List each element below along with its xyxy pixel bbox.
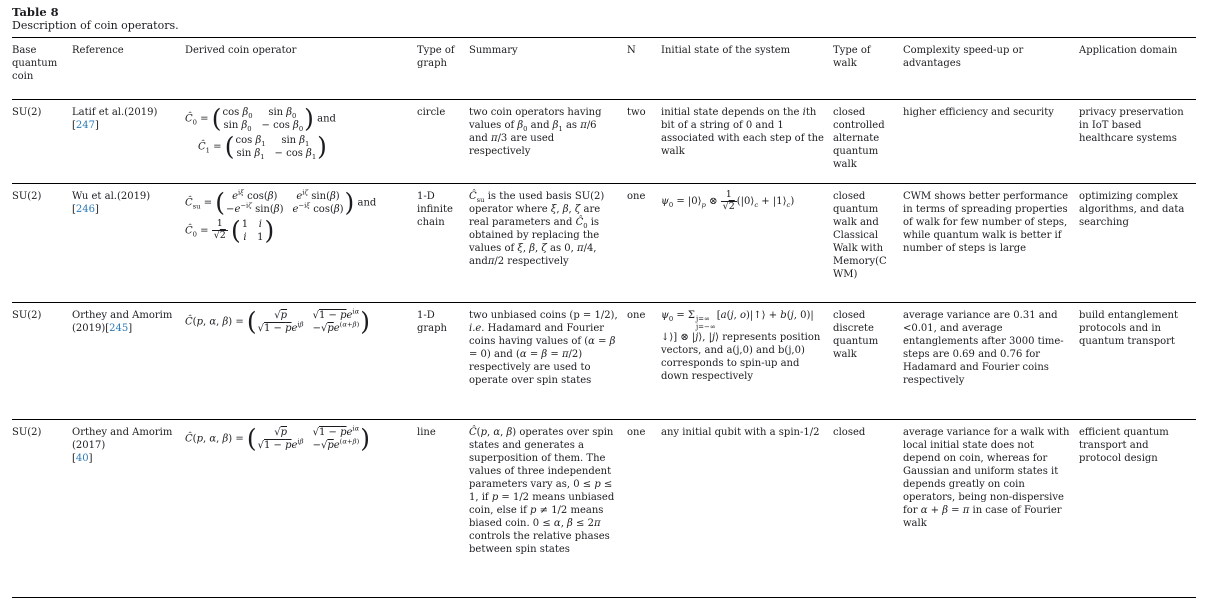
cell-base-coin: SU(2) <box>12 302 72 419</box>
cell-walk-type: closed quantum walk and Classical Walk with Memory(CWM) <box>833 183 903 302</box>
cell-n: one <box>627 183 661 302</box>
cell-graph-type: 1-D infinite chain <box>417 183 469 302</box>
table-row <box>12 183 1196 302</box>
citation-link[interactable]: 245 <box>109 322 129 334</box>
cell-initial-state: any initial qubit with a spin-1/2 <box>661 419 833 597</box>
cell-walk-type: closed controlled alternate quantum walk <box>833 99 903 183</box>
cell-walk-type: closed <box>833 419 903 597</box>
cell-operator-formula: Ĉ(p, α, β) = ( √p $√1 - pe^{i\alpha}$ $√1 - pe^{i\beta}$ $-√pe^{(\alpha+\beta)}$ ) <box>185 302 417 419</box>
citation-link[interactable]: 40 <box>75 452 89 464</box>
table-row <box>12 99 1196 183</box>
cell-n: one <box>627 419 661 597</box>
cell-graph-type: circle <box>417 99 469 183</box>
cell-summary: Ĉ(p, α, β) operates over spin states and generates a superposition of them. The values of three independent parameters vary as, 0 ≤ p ≤ 1, if p = 1/2 means unbiased coin, else if p ≠ 1/2 means biased coin. 0 ≤ α, β ≤ 2π controls the relative phases between spin states <box>469 419 627 597</box>
cell-graph-type: line <box>417 419 469 597</box>
cell-graph-type: 1-D graph <box>417 302 469 419</box>
cell-reference: Orthey and Amorim (2017) [40] <box>72 419 185 597</box>
col-application-domain: Application domain <box>1079 37 1196 99</box>
cell-summary: $Ĉ_{su}$ is the used basis SU(2) operator where ξ, β, ζ are real parameters and $Ĉ_0$ is obtained by replacing the values of ξ, β, ζ as 0, π/4, andπ/2 respectively <box>469 183 627 302</box>
citation-link[interactable]: 247 <box>75 119 95 131</box>
cell-base-coin: SU(2) <box>12 99 72 183</box>
cell-n: one <box>627 302 661 419</box>
cell-reference: Latif et al.(2019) [247] <box>72 99 185 183</box>
cell-operator-formula: Ĉ(p, α, β) = ( √p $√1 - pe^{i\alpha}$ $√1 - pe^{i\beta}$ $-√pe^{(\alpha+\beta)}$ ) <box>185 419 417 597</box>
cell-operator-formula: $Ĉ_0$ = ( $\cos \beta_0$ $\sin \beta_0$ $\sin \beta_0$ − $\cos \beta_0$ ) and $Ĉ_1$ = ( $\cos \beta_1$ $\sin \beta_1$ $\sin \beta_1$ − $\cos \beta_1$ ) <box>185 99 417 183</box>
cell-summary: two unbiased coins (p = 1/2), i.e. Hadamard and Fourier coins having values of (α = β = 0) and (α = β = π/2) respectively are used to operate over spin states <box>469 302 627 419</box>
cell-complexity: higher efficiency and security <box>903 99 1079 183</box>
col-derived-coin-operator: Derived coin operator <box>185 37 417 99</box>
cell-summary: two coin operators having values of $\beta_0$ and $\beta_1$ as π/6 and π/3 are used respectively <box>469 99 627 183</box>
col-reference: Reference <box>72 37 185 99</box>
cell-reference: Wu et al.(2019) [246] <box>72 183 185 302</box>
table-caption-block <box>12 5 1196 34</box>
cell-operator-formula: $Ĉ_{su}$ = ( $e^{i\xi}$ cos(β) $e^{i\zeta}$ sin(β) $-e^{-i\zeta}$ sin(β) $e^{-i\xi}$ cos(β) ) and $Ĉ_0$ = $\frac{1}{√2}$ ( 1 i i 1 ) <box>185 183 417 302</box>
header-row <box>12 37 1196 99</box>
col-summary: Summary <box>469 37 627 99</box>
cell-initial-state: $\psi_0 = \Sigma$ j=∞ j=−∞ [a(j, o)|↑⟩ + b(j, 0)|↓⟩] ⊗ |j⟩, |j⟩ represents position vectors, and a(j,0) and b(j,0) corresponds to spin-up and down respectively <box>661 302 833 419</box>
cell-base-coin: SU(2) <box>12 419 72 597</box>
cell-application: build entanglement protocols and in quantum transport <box>1079 302 1196 419</box>
cell-complexity: CWM shows better performance in terms of spreading properties of walk for few number of steps, while quantum walk is better if number of steps is large <box>903 183 1079 302</box>
cell-application: privacy preservation in IoT based healthcare systems <box>1079 99 1196 183</box>
cell-base-coin: SU(2) <box>12 183 72 302</box>
col-complexity: Complexity speed-up or advantages <box>903 37 1079 99</box>
table-title: Table 8 <box>12 5 59 19</box>
col-initial-state: Initial state of the system <box>661 37 833 99</box>
table-row <box>12 419 1196 597</box>
table-row <box>12 302 1196 419</box>
col-n: N <box>627 37 661 99</box>
cell-n: two <box>627 99 661 183</box>
table-description: Description of coin operators. <box>12 19 179 33</box>
citation-link[interactable]: 246 <box>75 203 95 215</box>
cell-initial-state: $\psi_0$ = $|0⟩_p$ ⊗ $\frac{1}{√2}$ ($|0⟩_c$ + $|1⟩_c$) <box>661 183 833 302</box>
cell-complexity: average variance are 0.31 and <0.01, and average entanglements after 3000 time-steps are 0.69 and 0.76 for Hadamard and Fourier coins respectively <box>903 302 1079 419</box>
col-base-quantum-coin: Base quantum coin <box>12 37 72 99</box>
cell-reference: Orthey and Amorim (2019)[245] <box>72 302 185 419</box>
coin-operators-table <box>12 37 1196 598</box>
cell-application: optimizing complex algorithms, and data searching <box>1079 183 1196 302</box>
col-type-of-walk: Type of walk <box>833 37 903 99</box>
col-type-of-graph: Type of graph <box>417 37 469 99</box>
cell-walk-type: closed discrete quantum walk <box>833 302 903 419</box>
cell-complexity: average variance for a walk with local initial state does not depend on coin, whereas for Gaussian and uniform states it depends greatly on coin operators, being non-dispersive for α + β = π in case of Fourier walk <box>903 419 1079 597</box>
cell-application: efficient quantum transport and protocol design <box>1079 419 1196 597</box>
cell-initial-state: initial state depends on the ith bit of a string of 0 and 1 associated with each step of the walk <box>661 99 833 183</box>
